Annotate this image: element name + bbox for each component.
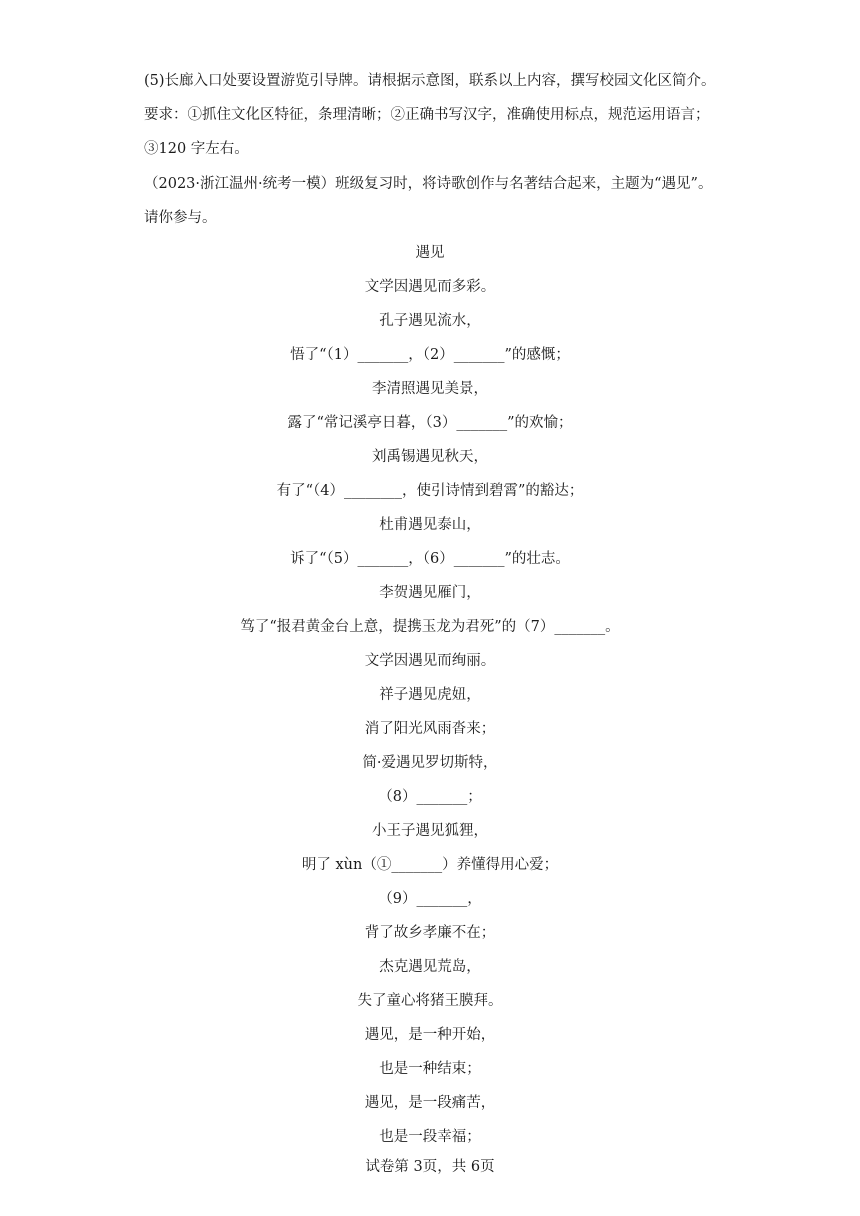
poem-line: 祥子遇见虎妞，	[379, 687, 481, 703]
poem-line-blank: 露了“常记溪亭日暮，（3）_______”的欢愉；	[287, 415, 573, 431]
poem-line-blank: 有了“（4）________，使引诗情到碧霄”的豁达；	[276, 483, 584, 499]
poem-line-blank: （8）_______；	[378, 789, 482, 805]
poem-line-blank: 明了 xùn（①_______）养懂得用心爱；	[301, 857, 559, 873]
poem-line: 杰克遇见荒岛，	[379, 959, 481, 975]
poem-line: 李贺遇见雁门，	[379, 585, 481, 601]
poem-line: 失了童心将猪王膜拜。	[357, 993, 503, 1009]
poem-line: 李清照遇见美景，	[372, 381, 488, 397]
poem-line: 杜甫遇见泰山，	[379, 517, 481, 533]
question-5-line-1: (5)长廊入口处要设置游览引导牌。请根据示意图，联系以上内容，撰写校园文化区简介。	[144, 73, 716, 89]
poem-line: 文学因遇见而绚丽。	[364, 653, 496, 669]
poem-line-blank: （9）_______，	[378, 891, 482, 907]
poem-line-blank: 笃了“报君黄金台上意，提携玉龙为君死”的（7）_______。	[240, 619, 620, 635]
poem-line: 也是一段幸福；	[379, 1129, 481, 1145]
question-5-line-2: 要求：①抓住文化区特征，条理清晰；②正确书写汉字，准确使用标点，规范运用语言；	[144, 107, 710, 123]
poem-line: 孔子遇见流水，	[379, 313, 481, 329]
page-footer: 试卷第 3页，共 6页	[365, 1159, 495, 1175]
poem-line: 背了故乡孝廉不在；	[364, 925, 496, 941]
question-intro-line-1: （2023·浙江温州·统考一模）班级复习时，将诗歌创作与名著结合起来，主题为“遇见”。	[144, 176, 713, 192]
poem-line: 简·爱遇见罗切斯特，	[362, 755, 498, 771]
poem-line-blank: 悟了“（1）_______，（2）_______”的感慨；	[290, 347, 570, 363]
poem-title: 遇见	[415, 245, 445, 261]
poem-line: 消了阳光风雨沓来；	[364, 721, 496, 737]
poem-line: 文学因遇见而多彩。	[364, 279, 496, 295]
poem	[0, 236, 860, 1154]
poem-line: 遇见，是一种开始，	[364, 1027, 496, 1043]
poem-line-blank: 诉了“（5）_______，（6）_______”的壮志。	[290, 551, 570, 567]
poem-line: 遇见，是一段痛苦，	[364, 1095, 496, 1111]
poem-line: 也是一种结束；	[379, 1061, 481, 1077]
question-intro-line-2: 请你参与。	[144, 210, 217, 226]
poem-line: 小王子遇见狐狸，	[372, 823, 488, 839]
poem-line: 刘禹锡遇见秋天，	[372, 449, 488, 465]
question-5-line-3: ③120 字左右。	[144, 141, 249, 157]
